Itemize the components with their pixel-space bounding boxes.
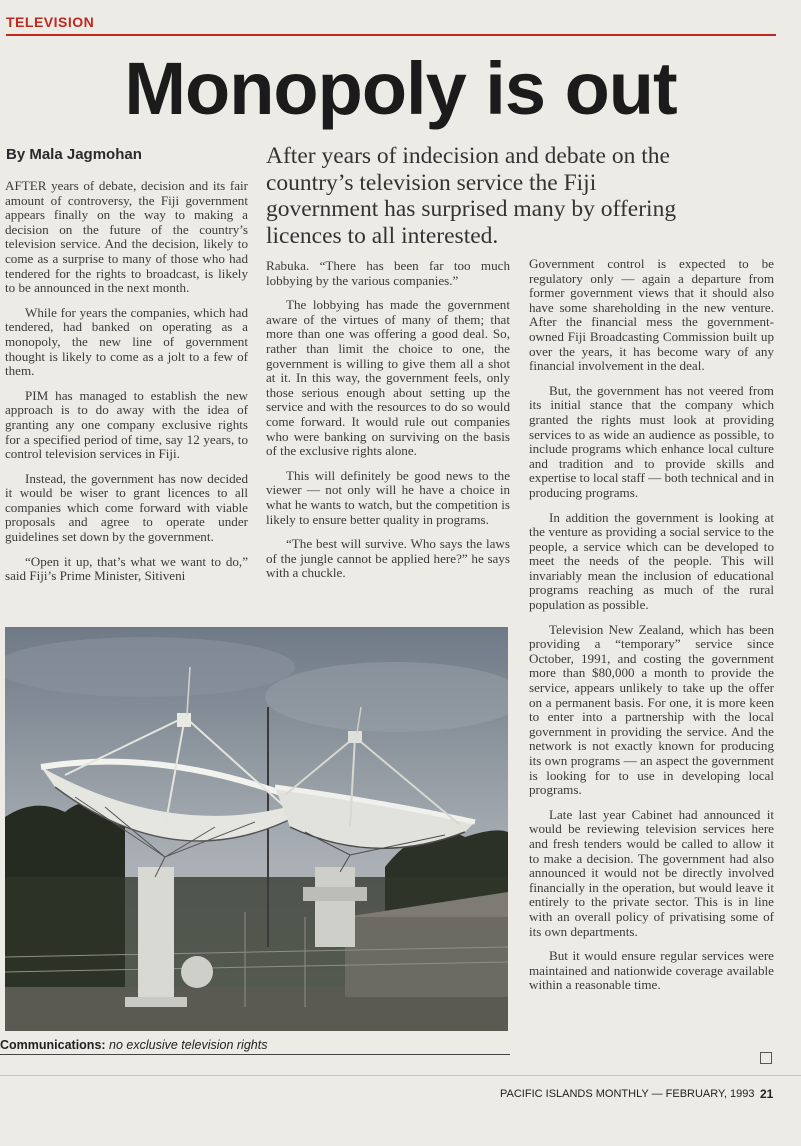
column-3 xyxy=(529,257,774,1003)
satellite-dishes-photo xyxy=(5,627,508,1031)
footer-publication: PACIFIC ISLANDS MONTHLY — FEBRUARY, 1993 xyxy=(500,1088,755,1100)
paragraph: Rabuka. “There has been far too much lobbying by the various companies.” xyxy=(266,258,510,288)
section-rule xyxy=(6,34,776,36)
footer-rule xyxy=(0,1075,801,1076)
paragraph: Television New Zealand, which has been providing a “temporary” service since October, 1991, and costing the government more than $80,000 a month to provide the service, appears unlikely to take up the offer on a permanent basis. For one, it is more keen to enter into a partnership with the local government in providing the service. And the network is not exactly known for producing its own programs — an aspect the government is looking for to use in developing local programs. xyxy=(529,621,774,798)
paragraph: PIM has managed to establish the new approach is to do away with the idea of granting any one company exclusive rights for a specified period of time, say 12 years, to control television services in Fiji. xyxy=(5,387,248,462)
paragraph: While for years the companies, which had tendered, had banked on operating as a monopoly, the new line of government thought is likely to come as a jolt to a few of them. xyxy=(5,304,248,379)
paragraph: This will definitely be good news to the viewer — not only will he have a choice in what he wants to watch, but the competition is likely to ensure better quality in programs. xyxy=(266,467,510,527)
paragraph: But, the government has not veered from its initial stance that the company which granted the rights must look at providing services to as wide an audience as possible, to include programs which enhance local culture and tradition and to provide skills and expertise to local staff — both technical and in producing programs. xyxy=(529,382,774,500)
paragraph: The lobbying has made the government aware of the virtues of many of them; that more than one was offering a good deal. So, rather than limit the choice to one, the government is willing to give them all a shot at it. In this way, the government feels, only those serious enough about setting up the service and with the resources to do so would come forward. It would rule out companies who were banking on surviving on the basis of the exclusive rights alone. xyxy=(266,297,510,459)
section-label: TELEVISION xyxy=(6,14,95,30)
paragraph: Late last year Cabinet had announced it would be reviewing television services here and fresh tenders would be called to allow it to make a decision. The government had also announced it would not be directly involved financially in the operation, but would leave it entirely to the private sector. This is in line with an overall policy of privatising some of its own departments. xyxy=(529,806,774,939)
end-of-article-mark xyxy=(760,1052,772,1064)
column-2 xyxy=(266,259,510,591)
byline: By Mala Jagmohan xyxy=(6,146,142,163)
caption-label: Communications: xyxy=(0,1038,106,1052)
page-number: 21 xyxy=(760,1087,774,1101)
paragraph: Instead, the government has now decided it would be wiser to grant licences to all companies which come forward with viable proposals and agree to operate under guidelines set down by the government. xyxy=(5,470,248,545)
paragraph: In addition the government is looking at the venture as providing a social service to the people, a service which can be developed to meet the needs of the people. This will invariably mean the inclusion of educational programs reaching as much of the rural population as possible. xyxy=(529,509,774,613)
column-1 xyxy=(5,179,248,594)
paragraph: “Open it up, that’s what we want to do,” said Fiji’s Prime Minister, Sitiveni xyxy=(5,553,248,584)
paragraph: But it would ensure regular services were maintained and nationwide coverage available within a reasonable time. xyxy=(529,948,774,993)
caption-rule xyxy=(0,1054,510,1055)
paragraph: “The best will survive. Who says the laws of the jungle cannot be applied here?” he says with a chuckle. xyxy=(266,536,510,581)
paragraph: AFTER years of debate, decision and its fair amount of controversy, the Fiji government appears finally on the way to making a decision on the future of the country’s television service. And the decision, likely to come as a surprise to many of those who had tendered for the rights to broadcast, is likely to be announced in the next month. xyxy=(5,178,248,296)
paragraph: Government control is expected to be regulatory only — again a departure from former government views that it should also have some shareholding in the new venture. After the financial mess the government-owned Fiji Broadcasting Commission built up over the years, it has become wary of any financial involvement in the deal. xyxy=(529,256,774,374)
deck-subheadline: After years of indecision and debate on the country’s television service the Fiji government has surprised many by offering licences to all interested. xyxy=(266,143,677,249)
caption-text: no exclusive television rights xyxy=(109,1038,268,1052)
photo-caption xyxy=(0,1038,267,1052)
headline: Monopoly is out xyxy=(124,47,677,130)
